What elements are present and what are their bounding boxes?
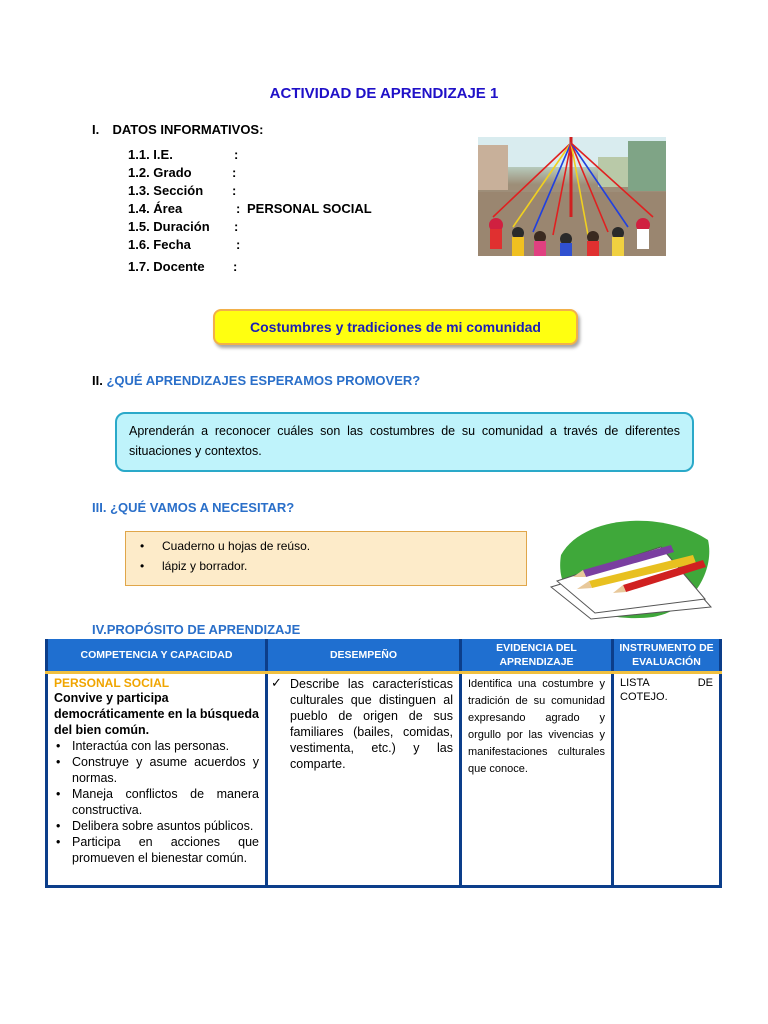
desempeno-text-block bbox=[271, 675, 453, 772]
dato-colon: : bbox=[234, 147, 239, 162]
column-header: INSTRUMENTO DE EVALUACIÓN bbox=[613, 639, 721, 673]
dato-colon: : bbox=[234, 219, 239, 234]
competencia-area: PERSONAL SOCIAL bbox=[54, 676, 170, 690]
learning-expectation-box: Aprenderán a reconocer cuáles son las costumbres de su comunidad a través de diferentes situaciones y contextos. bbox=[115, 412, 694, 472]
capacidad-item: • Delibera sobre asuntos públicos. bbox=[54, 818, 259, 834]
section-2-title: ¿QUÉ APRENDIZAJES ESPERAMOS PROMOVER? bbox=[106, 373, 421, 388]
dato-colon: : bbox=[236, 237, 241, 252]
dato-label: 1.2. Grado bbox=[128, 165, 192, 180]
evidencia-text: Identifica una costumbre y tradición de su comunidad expresando agrado y orgullo por las vivencias y manifestaciones culturales que conoce. bbox=[468, 678, 605, 775]
dato-colon: : bbox=[232, 165, 237, 180]
dato-label: 1.7. Docente bbox=[128, 259, 205, 274]
material-item bbox=[140, 536, 512, 556]
instrumento-cell bbox=[613, 673, 721, 887]
dato-label: 1.1. I.E. bbox=[128, 147, 173, 162]
column-header: COMPETENCIA Y CAPACIDAD bbox=[47, 639, 267, 673]
column-header: EVIDENCIA DEL APRENDIZAJE bbox=[461, 639, 613, 673]
section-4-number: IV. bbox=[92, 622, 107, 637]
capacidad-item: • Interactúa con las personas. bbox=[54, 738, 259, 754]
bullet-icon: • bbox=[140, 539, 145, 553]
section-3-title: ¿QUÉ VAMOS A NECESITAR? bbox=[110, 500, 295, 515]
column-header: DESEMPEÑO bbox=[267, 639, 461, 673]
capacidad-item: • Maneja conflictos de manera constructiva. bbox=[54, 786, 259, 818]
section-3-heading bbox=[92, 500, 294, 515]
maypole-illustration bbox=[478, 137, 666, 256]
instrumento-text: LISTA DE COTEJO. bbox=[620, 677, 713, 703]
desempeno-cell bbox=[267, 673, 461, 887]
capacidades-list bbox=[54, 738, 259, 866]
section-1-heading bbox=[92, 122, 263, 137]
material-text: Cuaderno u hojas de reúso. bbox=[162, 539, 311, 553]
evidencia-cell bbox=[461, 673, 613, 887]
section-4-heading bbox=[92, 622, 300, 637]
section-4-title: PROPÓSITO DE APRENDIZAJE bbox=[106, 622, 301, 637]
desempeno-text: Describe las características culturales que distinguen al pueblo de origen de sus familiares (bailes, comidas, vestimenta, etc.) y las comparte. bbox=[290, 677, 453, 771]
page-title: ACTIVIDAD DE APRENDIZAJE 1 bbox=[269, 85, 499, 102]
competencia-title: Convive y participa democráticamente en la búsqueda del bien común. bbox=[54, 691, 259, 737]
competencia-cell bbox=[47, 673, 267, 887]
dato-colon: : bbox=[233, 259, 238, 274]
pencils-clipart bbox=[543, 515, 715, 625]
checkmark-icon: ✓ bbox=[271, 675, 282, 690]
dato-label: 1.5. Duración bbox=[128, 219, 210, 234]
material-text: lápiz y borrador. bbox=[162, 559, 248, 573]
festival-photo bbox=[478, 137, 666, 256]
dato-label: 1.6. Fecha bbox=[128, 237, 191, 252]
materials-box bbox=[125, 531, 527, 586]
dato-colon: : bbox=[236, 201, 241, 216]
dato-area-value: PERSONAL SOCIAL bbox=[247, 201, 372, 216]
dato-colon: : bbox=[232, 183, 237, 198]
section-1-title: DATOS INFORMATIVOS: bbox=[112, 122, 264, 137]
table-header-row bbox=[47, 639, 721, 673]
capacidad-item: • Construye y asume acuerdos y normas. bbox=[54, 754, 259, 786]
section-3-number: III. bbox=[92, 500, 107, 515]
section-2-number: II. bbox=[92, 373, 103, 388]
capacidad-item: • Participa en acciones que promueven el bienestar común. bbox=[54, 834, 259, 866]
section-2-heading bbox=[92, 373, 420, 388]
dato-label: 1.3. Sección bbox=[128, 183, 204, 198]
topic-banner: Costumbres y tradiciones de mi comunidad bbox=[213, 309, 578, 345]
learning-purpose-table bbox=[45, 639, 722, 888]
dato-label: 1.4. Área bbox=[128, 201, 183, 216]
material-item bbox=[140, 556, 512, 576]
table-row bbox=[47, 673, 721, 887]
bullet-icon: • bbox=[140, 559, 145, 573]
section-1-number: I. bbox=[92, 122, 100, 137]
